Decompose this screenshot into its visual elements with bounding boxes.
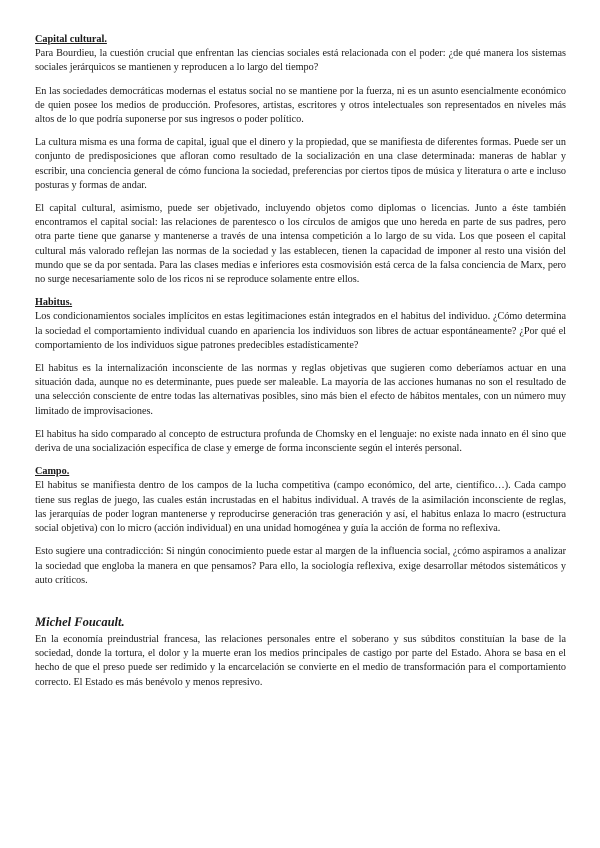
section-capital-cultural: [35, 33, 566, 287]
heading-michel-foucault: Michel Foucault.: [35, 614, 125, 629]
section-michel-foucault: [35, 615, 566, 690]
paragraph: El habitus es la internalización inconsciente de las normas y reglas objetivas que sugieren como deberíamos actuar en una situación dada, aunque no es determinante, pues puede ser maleable. La mayoría de las acciones humanas no son el resultado de una selección consciente de entre todas las alternativas posibles, sino más bien el efecto de hábitos mentales, con un número muy limitado de improvisaciones.: [35, 363, 566, 417]
paragraph: Esto sugiere una contradicción: Si ningún conocimiento puede estar al margen de la influencia social, ¿cómo aspiramos a analizar la sociedad que engloba la manera en que pensamos? Para ello, la sociología reflexiva, exige desarrollar métodos sistemáticos y auto críticos.: [35, 546, 566, 586]
paragraph: En la economía preindustrial francesa, las relaciones personales entre el soberano y sus súbditos constituían la base de la sociedad, donde la tortura, el dolor y la muerte eran los medios principales de castigo por parte del Estado. Ahora se basa en el hecho de que el preso puede ser redimido y la encarcelación se convierte en el medio de transformación para el comportamiento correcto. El Estado es más benévolo y menos represivo.: [35, 633, 566, 688]
paragraph: El habitus ha sido comparado al concepto de estructura profunda de Chomsky en el lenguaje: no existe nada innato en él sino que deriva de una socialización específica de clase y emerge de forma inconsciente según el interés personal.: [35, 428, 566, 455]
paragraph: El habitus se manifiesta dentro de los campos de la lucha competitiva (campo económico, del arte, científico…). Cada campo tiene sus reglas de juego, las cuales están incrustadas en el habitus individual. A través de la asimilación inconsciente de reglas, las jerarquías de poder logran mantenerse y reproducirse generación tras generación y así, el habitus enlaza lo macro (estructura social objetiva) con lo micro (acción individual) en una unidad homogénea y guía la acción de forma no reflexiva.: [35, 480, 566, 535]
paragraph: En las sociedades democráticas modernas el estatus social no se mantiene por la fuerza, ni es un asunto esencialmente económico de quien posee los medios de producción. Profesores, artistas, escritores y otros intelectuales son representados en niveles más altos de lo que podría suponerse por sus ingresos o poder político.: [35, 85, 566, 126]
section-campo: [35, 465, 566, 588]
document-body: [35, 33, 566, 699]
paragraph: El capital cultural, asimismo, puede ser objetivado, incluyendo objetos como diplomas o licencias. Junto a éste también encontramos el capital social: las relaciones de parentesco o los círculos de amigos que uno hereda en parte de sus padres, pero otra parte tiene que ganarse y mantenerse a través de una intensa competición a lo largo de su vida. Los que poseen el capital cultural más valorado reflejan las normas de la sociedad y las establecen, tienen la capacidad de imponer al resto una visión del mundo que se da por sentada. Para las clases medias e inferiores esta cosmovisión está cerca de la falsa conciencia de Marx, pero no surge necesariamente solo de los ricos ni se reproduce solamente entre ellos.: [35, 203, 566, 286]
heading-campo: Campo.: [35, 466, 70, 478]
paragraph: Los condicionamientos sociales implícitos en estas legitimaciones están integrados en el habitus del individuo. ¿Cómo determina la sociedad el comportamiento individual cuando en apariencia los individuos son libres de actuar espontáneamente? ¿Por qué el comportamiento de los individuos sigue patrones predecibles estadísticamente?: [35, 311, 566, 351]
paragraph: La cultura misma es una forma de capital, igual que el dinero y la propiedad, que se manifiesta de diferentes formas. Puede ser un conjunto de predisposiciones que afloran como resultado de la socialización en una clase determinada: maneras de hablar y escribir, una conciencia general de cómo funciona la sociedad, preferencias por ciertos tipos de música y literatura o arte e incluso posturas y formas de andar.: [35, 137, 566, 191]
paragraph: Para Bourdieu, la cuestión crucial que enfrentan las ciencias sociales está relacionada con el poder: ¿de qué manera los sistemas sociales jerárquicos se mantienen y reproducen a lo largo del tiempo?: [35, 48, 566, 74]
section-habitus: [35, 296, 566, 456]
heading-habitus: Habitus.: [35, 297, 73, 309]
heading-capital-cultural: Capital cultural.: [35, 34, 107, 45]
